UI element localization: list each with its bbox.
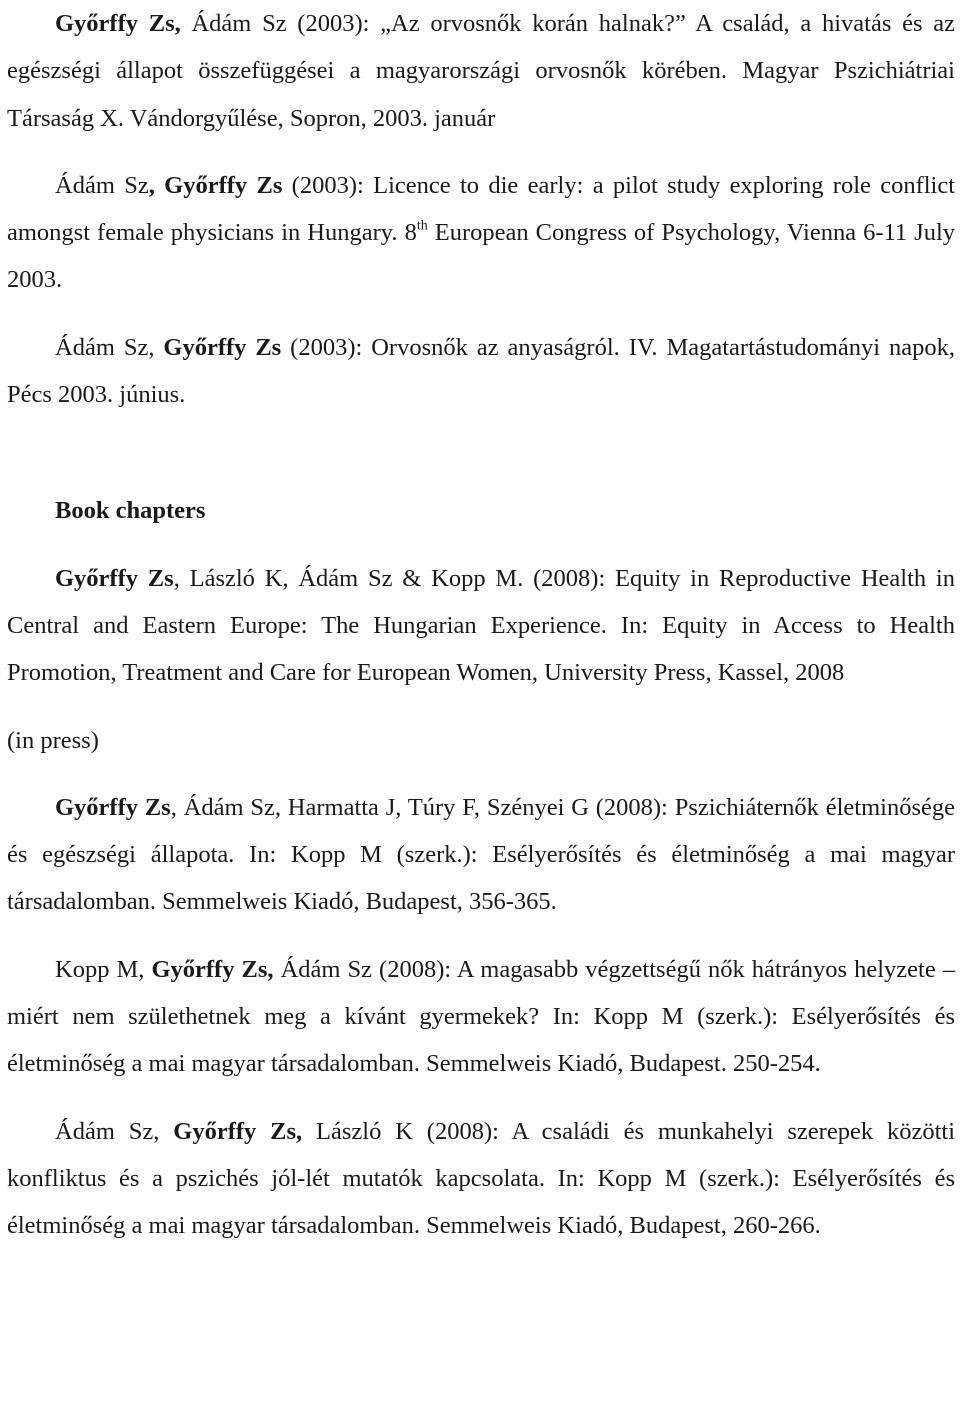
author-rest: Ádám Sz (2003): — [180, 10, 381, 37]
spacer — [7, 764, 955, 784]
reference-text: Equity in Reproductive Health in Central and Eastern Europe: The Hungarian Experience. In: Equity in Access to Health Promotion, Treatment and Care for European Women, University Press, Kassel, 2008 — [7, 564, 955, 687]
reference-entry — [7, 0, 955, 142]
author-pre: Ádám Sz, — [55, 1117, 174, 1145]
author-bold: Győrffy Zs — [55, 793, 171, 821]
reference-entry — [7, 162, 955, 304]
spacer — [7, 697, 955, 717]
spacer — [7, 304, 955, 324]
reference-text: Licence to die early: a pilot study exploring role conflict amongst female physicians in Hungary. 8 — [7, 171, 956, 247]
author-rest: , László K, Ádám Sz & Kopp M. (2008): — [173, 564, 616, 592]
author-bold: Győrffy Zs — [163, 333, 282, 361]
reference-text-cont: European Congress of Psychology, Vienna 6-11 July 2003. — [7, 219, 955, 294]
document-page — [7, 0, 955, 1250]
author-rest: László K (2008): — [302, 1117, 512, 1145]
reference-text: Pszichiáternők életminősége és egészségi állapota. In: Kopp M (szerk.): Esélyerősítés és életminőség a mai magyar társadalomban. Semmelweis Kiadó, Budapest, 356-365. — [7, 793, 956, 916]
author-bold: Győrffy Zs, — [151, 955, 274, 983]
author-rest: (2003): — [282, 171, 374, 199]
reference-text: A családi és munkahelyi szerepek közötti konfliktus és a pszichés jól-lét mutatók kapcsolata. In: Kopp M (szerk.): Esélyerősítés és életminőség a mai magyar társadalomban. Semmelweis Kiadó, Budapest, 260-266. — [7, 1117, 956, 1240]
reference-text: A magasabb végzettségű nők hátrányos helyzete – miért nem születhetnek meg a kívánt gyermekek? In: Kopp M (szerk.): Esélyerősítés és életminőség a mai magyar társadalomban. Semmelweis Kiadó, Budapest. 250-254. — [7, 955, 956, 1078]
reference-entry — [7, 324, 955, 419]
spacer — [7, 926, 955, 946]
spacer — [7, 1088, 955, 1108]
author-rest: Ádám Sz (2008): — [273, 955, 457, 983]
author-rest: , Ádám Sz, Harmatta J, Túry F, Szényei G (2008): — [170, 793, 675, 821]
spacer — [7, 418, 955, 487]
superscript: th — [416, 218, 428, 234]
spacer — [7, 535, 955, 555]
reference-entry — [7, 555, 955, 697]
reference-entry — [7, 1108, 955, 1250]
author-bold: Győrffy Zs — [55, 564, 174, 592]
reference-text: „Az orvosnők korán halnak?” A család, a hivatás és az egészségi állapot összefüggései a magyarországi orvosnők körében. Magyar Pszichiátriai Társaság X. Vándorgyűlése, Sopron, 2003. január — [7, 10, 955, 132]
reference-entry — [7, 784, 955, 926]
author-bold: , Győrffy Zs — [148, 171, 283, 199]
author-pre: Ádám Sz — [55, 171, 149, 199]
in-press-note: (in press) — [7, 726, 99, 754]
author-rest: (2003): — [281, 333, 372, 361]
spacer — [7, 142, 955, 162]
author-bold: Győrffy Zs, — [173, 1117, 303, 1145]
reference-text: Orvosnők az anyaságról. IV. Magatartástudományi napok, Pécs 2003. június. — [7, 333, 956, 409]
reference-entry — [7, 946, 955, 1088]
author-bold: Győrffy Zs, — [55, 10, 181, 37]
author-pre: Ádám Sz, — [55, 333, 164, 361]
section-heading: Book chapters — [55, 497, 206, 525]
author-pre: Kopp M, — [55, 955, 152, 983]
